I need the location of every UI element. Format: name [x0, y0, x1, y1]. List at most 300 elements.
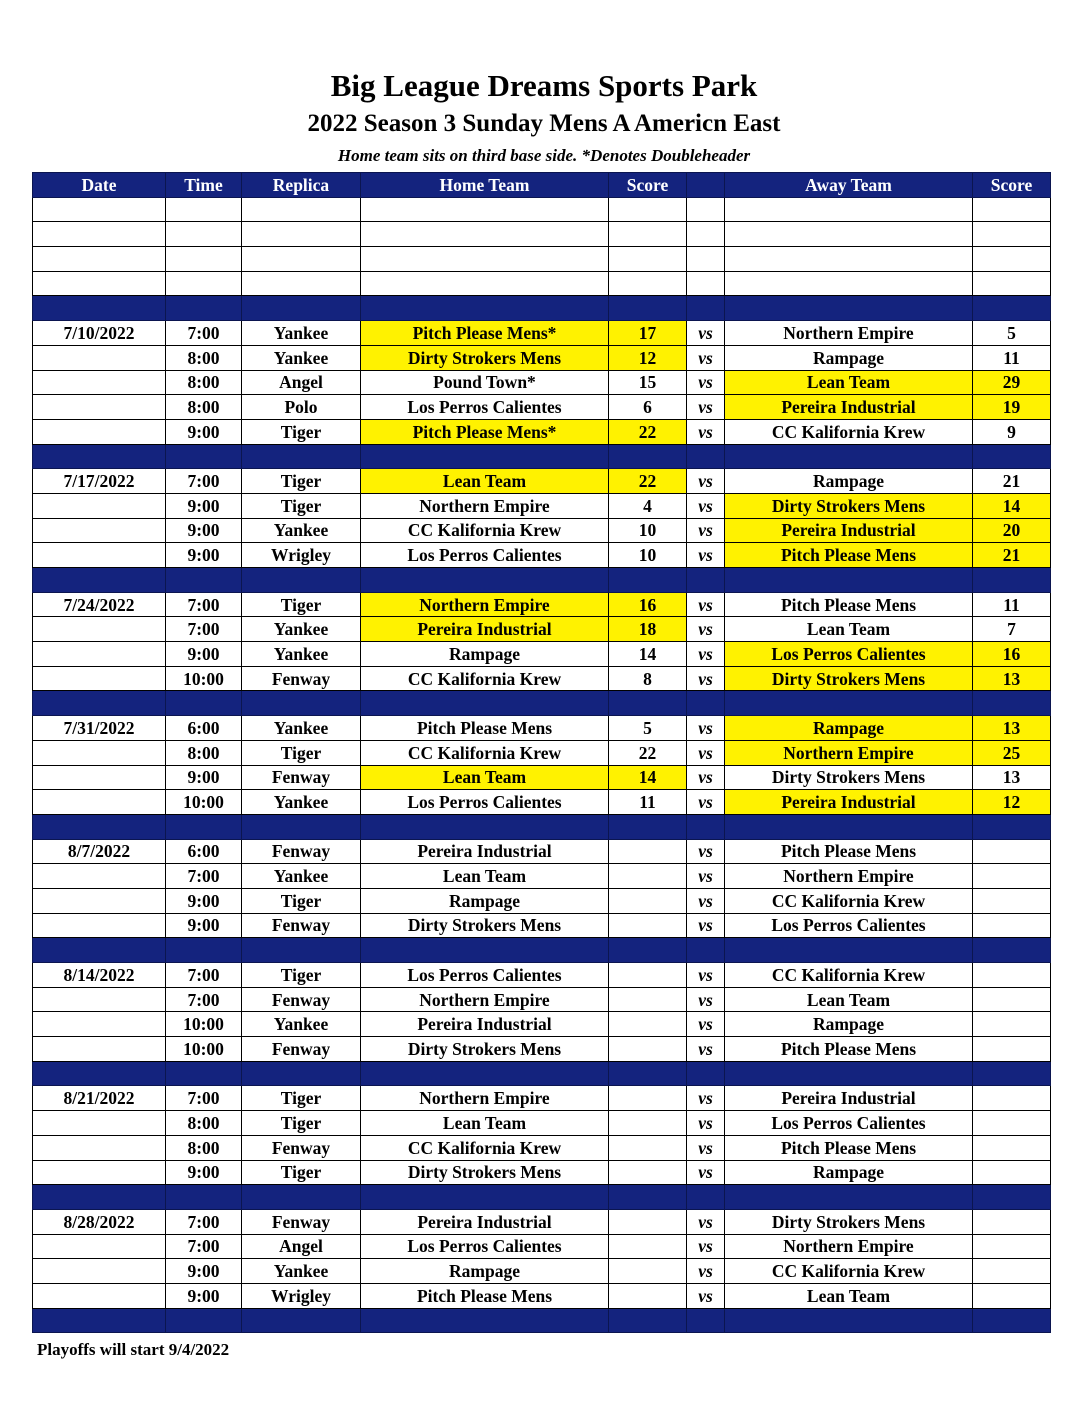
cell-away-score: 21 — [973, 543, 1051, 568]
cell-replica: Wrigley — [242, 543, 361, 568]
separator-cell — [609, 814, 687, 839]
table-row — [33, 1012, 1051, 1037]
cell-away-score: 7 — [973, 617, 1051, 642]
table-row — [33, 419, 1051, 444]
cell-home-score: 16 — [609, 592, 687, 617]
cell-away-score — [973, 1160, 1051, 1185]
cell-away-team: Lean Team — [725, 370, 973, 395]
table-row — [33, 518, 1051, 543]
cell-vs — [687, 271, 725, 296]
cell-time — [166, 197, 242, 222]
cell-home-team: CC Kalifornia Krew — [361, 666, 609, 691]
col-header-away-score: Score — [973, 173, 1051, 198]
cell-away-team — [725, 247, 973, 272]
cell-vs: vs — [687, 642, 725, 667]
cell-away-score — [973, 271, 1051, 296]
cell-date — [33, 1283, 166, 1308]
cell-date — [33, 222, 166, 247]
cell-home-score — [609, 1160, 687, 1185]
cell-time — [166, 247, 242, 272]
separator-cell — [166, 296, 242, 321]
cell-home-team: Lean Team — [361, 864, 609, 889]
cell-date — [33, 543, 166, 568]
separator-cell — [725, 296, 973, 321]
cell-home-team: Pereira Industrial — [361, 1012, 609, 1037]
cell-vs: vs — [687, 1234, 725, 1259]
cell-home-team: Los Perros Calientes — [361, 963, 609, 988]
separator-cell — [166, 1061, 242, 1086]
table-row — [33, 543, 1051, 568]
separator-cell — [609, 691, 687, 716]
cell-date: 8/14/2022 — [33, 963, 166, 988]
separator-cell — [609, 296, 687, 321]
separator-cell — [166, 938, 242, 963]
separator-cell — [361, 568, 609, 593]
week-separator-row — [33, 1185, 1051, 1210]
separator-cell — [242, 938, 361, 963]
cell-time: 9:00 — [166, 518, 242, 543]
cell-home-team: Dirty Strokers Mens — [361, 345, 609, 370]
table-row — [33, 395, 1051, 420]
week-separator-row — [33, 938, 1051, 963]
week-separator-row — [33, 814, 1051, 839]
col-header-home-score: Score — [609, 173, 687, 198]
cell-away-score — [973, 197, 1051, 222]
cell-home-team: CC Kalifornia Krew — [361, 518, 609, 543]
separator-cell — [361, 296, 609, 321]
cell-home-team: Northern Empire — [361, 493, 609, 518]
cell-vs: vs — [687, 963, 725, 988]
cell-vs: vs — [687, 543, 725, 568]
separator-cell — [242, 568, 361, 593]
cell-date: 7/24/2022 — [33, 592, 166, 617]
cell-replica — [242, 271, 361, 296]
separator-cell — [242, 814, 361, 839]
separator-cell — [973, 814, 1051, 839]
cell-date — [33, 271, 166, 296]
cell-home-score — [609, 1111, 687, 1136]
separator-cell — [33, 1308, 166, 1333]
cell-away-team: Rampage — [725, 716, 973, 741]
separator-cell — [725, 814, 973, 839]
cell-home-score: 8 — [609, 666, 687, 691]
cell-home-score — [609, 197, 687, 222]
separator-cell — [361, 938, 609, 963]
cell-home-score: 22 — [609, 740, 687, 765]
cell-time: 8:00 — [166, 1111, 242, 1136]
cell-replica: Fenway — [242, 1209, 361, 1234]
cell-replica: Tiger — [242, 888, 361, 913]
cell-away-team: Northern Empire — [725, 1234, 973, 1259]
cell-away-team: Rampage — [725, 1160, 973, 1185]
cell-replica: Tiger — [242, 1111, 361, 1136]
separator-cell — [687, 691, 725, 716]
cell-date — [33, 617, 166, 642]
cell-away-team: CC Kalifornia Krew — [725, 963, 973, 988]
cell-away-team: Pereira Industrial — [725, 518, 973, 543]
cell-replica: Fenway — [242, 666, 361, 691]
cell-away-score: 16 — [973, 642, 1051, 667]
separator-cell — [33, 1061, 166, 1086]
cell-replica: Angel — [242, 1234, 361, 1259]
cell-replica: Yankee — [242, 345, 361, 370]
separator-cell — [242, 1061, 361, 1086]
separator-cell — [361, 814, 609, 839]
cell-home-team: Pitch Please Mens* — [361, 321, 609, 346]
table-row — [33, 345, 1051, 370]
cell-replica: Tiger — [242, 419, 361, 444]
cell-vs: vs — [687, 1111, 725, 1136]
cell-home-team: Dirty Strokers Mens — [361, 1037, 609, 1062]
cell-away-score: 13 — [973, 765, 1051, 790]
cell-vs — [687, 247, 725, 272]
cell-replica: Tiger — [242, 469, 361, 494]
separator-cell — [973, 938, 1051, 963]
cell-away-team: CC Kalifornia Krew — [725, 888, 973, 913]
cell-vs: vs — [687, 370, 725, 395]
separator-cell — [166, 1308, 242, 1333]
cell-home-team: Los Perros Calientes — [361, 543, 609, 568]
separator-cell — [33, 568, 166, 593]
separator-cell — [33, 814, 166, 839]
cell-home-score — [609, 1086, 687, 1111]
table-row — [33, 1283, 1051, 1308]
cell-away-team: Dirty Strokers Mens — [725, 765, 973, 790]
cell-replica — [242, 247, 361, 272]
cell-vs: vs — [687, 913, 725, 938]
cell-away-team: Pitch Please Mens — [725, 592, 973, 617]
separator-cell — [33, 691, 166, 716]
cell-away-score: 12 — [973, 790, 1051, 815]
cell-date — [33, 370, 166, 395]
separator-cell — [725, 568, 973, 593]
cell-replica — [242, 197, 361, 222]
cell-vs: vs — [687, 592, 725, 617]
cell-away-score: 14 — [973, 493, 1051, 518]
cell-home-team: Dirty Strokers Mens — [361, 1160, 609, 1185]
cell-away-team: Pereira Industrial — [725, 1086, 973, 1111]
separator-cell — [33, 296, 166, 321]
separator-cell — [725, 1308, 973, 1333]
cell-home-team: Northern Empire — [361, 987, 609, 1012]
cell-time: 7:00 — [166, 617, 242, 642]
separator-cell — [361, 1308, 609, 1333]
cell-home-team: Dirty Strokers Mens — [361, 913, 609, 938]
table-row — [33, 1209, 1051, 1234]
schedule-table — [32, 172, 1051, 1333]
table-row — [33, 321, 1051, 346]
separator-cell — [687, 1185, 725, 1210]
cell-time: 9:00 — [166, 1160, 242, 1185]
separator-cell — [609, 1061, 687, 1086]
cell-date — [33, 395, 166, 420]
separator-cell — [166, 814, 242, 839]
cell-home-score — [609, 864, 687, 889]
cell-date — [33, 765, 166, 790]
cell-date — [33, 913, 166, 938]
cell-replica: Yankee — [242, 864, 361, 889]
cell-time: 6:00 — [166, 716, 242, 741]
separator-cell — [973, 1185, 1051, 1210]
cell-home-team — [361, 271, 609, 296]
cell-time: 9:00 — [166, 888, 242, 913]
cell-home-team: Lean Team — [361, 765, 609, 790]
cell-home-team: Pereira Industrial — [361, 1209, 609, 1234]
cell-vs: vs — [687, 1259, 725, 1284]
table-row — [33, 222, 1051, 247]
cell-replica: Yankee — [242, 790, 361, 815]
table-row — [33, 1086, 1051, 1111]
page-note: Home team sits on third base side. *Denotes Doubleheader — [337, 146, 751, 165]
cell-replica: Tiger — [242, 1086, 361, 1111]
cell-home-score — [609, 1135, 687, 1160]
separator-cell — [242, 296, 361, 321]
cell-home-team — [361, 222, 609, 247]
week-separator-row — [33, 1061, 1051, 1086]
cell-home-score: 10 — [609, 518, 687, 543]
table-row — [33, 271, 1051, 296]
cell-away-score — [973, 1037, 1051, 1062]
col-header-home-team: Home Team — [361, 173, 609, 198]
separator-cell — [33, 938, 166, 963]
cell-away-team: Pitch Please Mens — [725, 543, 973, 568]
cell-date — [33, 1135, 166, 1160]
cell-home-score — [609, 1259, 687, 1284]
cell-home-team: CC Kalifornia Krew — [361, 740, 609, 765]
cell-home-team: Rampage — [361, 888, 609, 913]
cell-away-score: 13 — [973, 666, 1051, 691]
cell-away-score — [973, 1111, 1051, 1136]
week-separator-row — [33, 1308, 1051, 1333]
table-row — [33, 790, 1051, 815]
cell-home-score — [609, 222, 687, 247]
cell-replica: Fenway — [242, 987, 361, 1012]
cell-home-score: 14 — [609, 765, 687, 790]
cell-vs: vs — [687, 493, 725, 518]
table-row — [33, 469, 1051, 494]
cell-home-team — [361, 247, 609, 272]
cell-time: 7:00 — [166, 1086, 242, 1111]
cell-away-score: 21 — [973, 469, 1051, 494]
cell-vs: vs — [687, 888, 725, 913]
separator-cell — [242, 1185, 361, 1210]
table-row — [33, 1160, 1051, 1185]
cell-home-score: 6 — [609, 395, 687, 420]
table-row — [33, 1111, 1051, 1136]
cell-date — [33, 493, 166, 518]
cell-home-team: Lean Team — [361, 469, 609, 494]
cell-away-team: Pitch Please Mens — [725, 839, 973, 864]
cell-time: 7:00 — [166, 469, 242, 494]
cell-vs: vs — [687, 395, 725, 420]
cell-home-team: Pitch Please Mens* — [361, 419, 609, 444]
table-row — [33, 247, 1051, 272]
cell-away-team: Dirty Strokers Mens — [725, 666, 973, 691]
cell-vs: vs — [687, 419, 725, 444]
cell-home-team — [361, 197, 609, 222]
table-row — [33, 864, 1051, 889]
cell-away-team: Pitch Please Mens — [725, 1135, 973, 1160]
cell-home-team: Northern Empire — [361, 1086, 609, 1111]
cell-vs: vs — [687, 839, 725, 864]
cell-time: 7:00 — [166, 1234, 242, 1259]
cell-vs: vs — [687, 321, 725, 346]
separator-cell — [687, 568, 725, 593]
cell-away-score: 25 — [973, 740, 1051, 765]
separator-cell — [973, 1308, 1051, 1333]
separator-cell — [973, 568, 1051, 593]
cell-away-score — [973, 1234, 1051, 1259]
col-header-date: Date — [33, 173, 166, 198]
cell-vs: vs — [687, 617, 725, 642]
cell-away-team: Dirty Strokers Mens — [725, 493, 973, 518]
separator-cell — [609, 444, 687, 469]
separator-cell — [687, 444, 725, 469]
cell-away-team: Rampage — [725, 469, 973, 494]
cell-home-score — [609, 839, 687, 864]
cell-vs: vs — [687, 1160, 725, 1185]
cell-home-score — [609, 987, 687, 1012]
cell-away-team: CC Kalifornia Krew — [725, 419, 973, 444]
cell-away-team: Lean Team — [725, 1283, 973, 1308]
col-header-away-team: Away Team — [725, 173, 973, 198]
cell-date — [33, 1259, 166, 1284]
table-row — [33, 1135, 1051, 1160]
cell-replica: Yankee — [242, 321, 361, 346]
cell-date — [33, 1037, 166, 1062]
cell-replica: Tiger — [242, 592, 361, 617]
cell-date — [33, 247, 166, 272]
table-row — [33, 370, 1051, 395]
cell-date — [33, 1234, 166, 1259]
cell-away-team: Dirty Strokers Mens — [725, 1209, 973, 1234]
table-row — [33, 197, 1051, 222]
table-row — [33, 765, 1051, 790]
cell-away-score: 11 — [973, 592, 1051, 617]
cell-home-score — [609, 1234, 687, 1259]
cell-home-team: CC Kalifornia Krew — [361, 1135, 609, 1160]
cell-away-team: Pereira Industrial — [725, 395, 973, 420]
cell-time: 7:00 — [166, 963, 242, 988]
cell-home-score — [609, 247, 687, 272]
table-row — [33, 1259, 1051, 1284]
cell-replica: Fenway — [242, 913, 361, 938]
cell-replica: Fenway — [242, 1135, 361, 1160]
cell-home-score: 15 — [609, 370, 687, 395]
cell-date: 7/17/2022 — [33, 469, 166, 494]
separator-cell — [166, 444, 242, 469]
separator-cell — [242, 1308, 361, 1333]
cell-away-score — [973, 1086, 1051, 1111]
separator-cell — [361, 1185, 609, 1210]
separator-cell — [242, 444, 361, 469]
cell-time: 8:00 — [166, 370, 242, 395]
separator-cell — [609, 1308, 687, 1333]
cell-date — [33, 419, 166, 444]
cell-home-team: Pitch Please Mens — [361, 716, 609, 741]
cell-replica: Angel — [242, 370, 361, 395]
cell-away-team: Los Perros Calientes — [725, 1111, 973, 1136]
cell-away-score — [973, 864, 1051, 889]
page-subtitle: 2022 Season 3 Sunday Mens A Americn East — [307, 110, 781, 137]
separator-cell — [687, 814, 725, 839]
table-row — [33, 1037, 1051, 1062]
cell-home-team: Rampage — [361, 642, 609, 667]
cell-vs: vs — [687, 765, 725, 790]
cell-time: 9:00 — [166, 493, 242, 518]
cell-replica: Tiger — [242, 963, 361, 988]
cell-replica: Fenway — [242, 839, 361, 864]
cell-home-score — [609, 913, 687, 938]
cell-replica: Yankee — [242, 642, 361, 667]
separator-cell — [725, 938, 973, 963]
separator-cell — [725, 691, 973, 716]
cell-away-score — [973, 963, 1051, 988]
cell-away-team: Los Perros Calientes — [725, 913, 973, 938]
cell-date — [33, 518, 166, 543]
cell-away-score — [973, 888, 1051, 913]
cell-time: 9:00 — [166, 765, 242, 790]
cell-vs: vs — [687, 469, 725, 494]
cell-home-score: 12 — [609, 345, 687, 370]
cell-time: 10:00 — [166, 790, 242, 815]
cell-away-score: 5 — [973, 321, 1051, 346]
cell-vs: vs — [687, 666, 725, 691]
separator-cell — [361, 1061, 609, 1086]
cell-date — [33, 1012, 166, 1037]
cell-away-score — [973, 1283, 1051, 1308]
table-row — [33, 987, 1051, 1012]
cell-away-score — [973, 1135, 1051, 1160]
cell-away-team: Pitch Please Mens — [725, 1037, 973, 1062]
cell-replica — [242, 222, 361, 247]
cell-replica: Tiger — [242, 1160, 361, 1185]
cell-away-team: Northern Empire — [725, 864, 973, 889]
separator-cell — [687, 938, 725, 963]
cell-home-score — [609, 963, 687, 988]
cell-away-team: Los Perros Calientes — [725, 642, 973, 667]
separator-cell — [33, 444, 166, 469]
cell-date — [33, 740, 166, 765]
cell-away-team — [725, 197, 973, 222]
week-separator-row — [33, 444, 1051, 469]
cell-time: 8:00 — [166, 395, 242, 420]
cell-home-score: 22 — [609, 419, 687, 444]
cell-replica: Yankee — [242, 617, 361, 642]
cell-away-team: Lean Team — [725, 987, 973, 1012]
table-row — [33, 963, 1051, 988]
cell-home-team: Los Perros Calientes — [361, 1234, 609, 1259]
cell-date: 8/7/2022 — [33, 839, 166, 864]
table-row — [33, 839, 1051, 864]
separator-cell — [166, 568, 242, 593]
cell-away-score — [973, 987, 1051, 1012]
table-row — [33, 1234, 1051, 1259]
cell-away-score — [973, 839, 1051, 864]
cell-away-score: 9 — [973, 419, 1051, 444]
cell-home-score — [609, 271, 687, 296]
cell-time: 8:00 — [166, 1135, 242, 1160]
week-separator-row — [33, 691, 1051, 716]
cell-away-score: 19 — [973, 395, 1051, 420]
separator-cell — [725, 1061, 973, 1086]
cell-replica: Tiger — [242, 493, 361, 518]
cell-home-score: 10 — [609, 543, 687, 568]
cell-away-team: Northern Empire — [725, 740, 973, 765]
cell-time: 9:00 — [166, 419, 242, 444]
cell-time — [166, 271, 242, 296]
cell-time: 7:00 — [166, 987, 242, 1012]
